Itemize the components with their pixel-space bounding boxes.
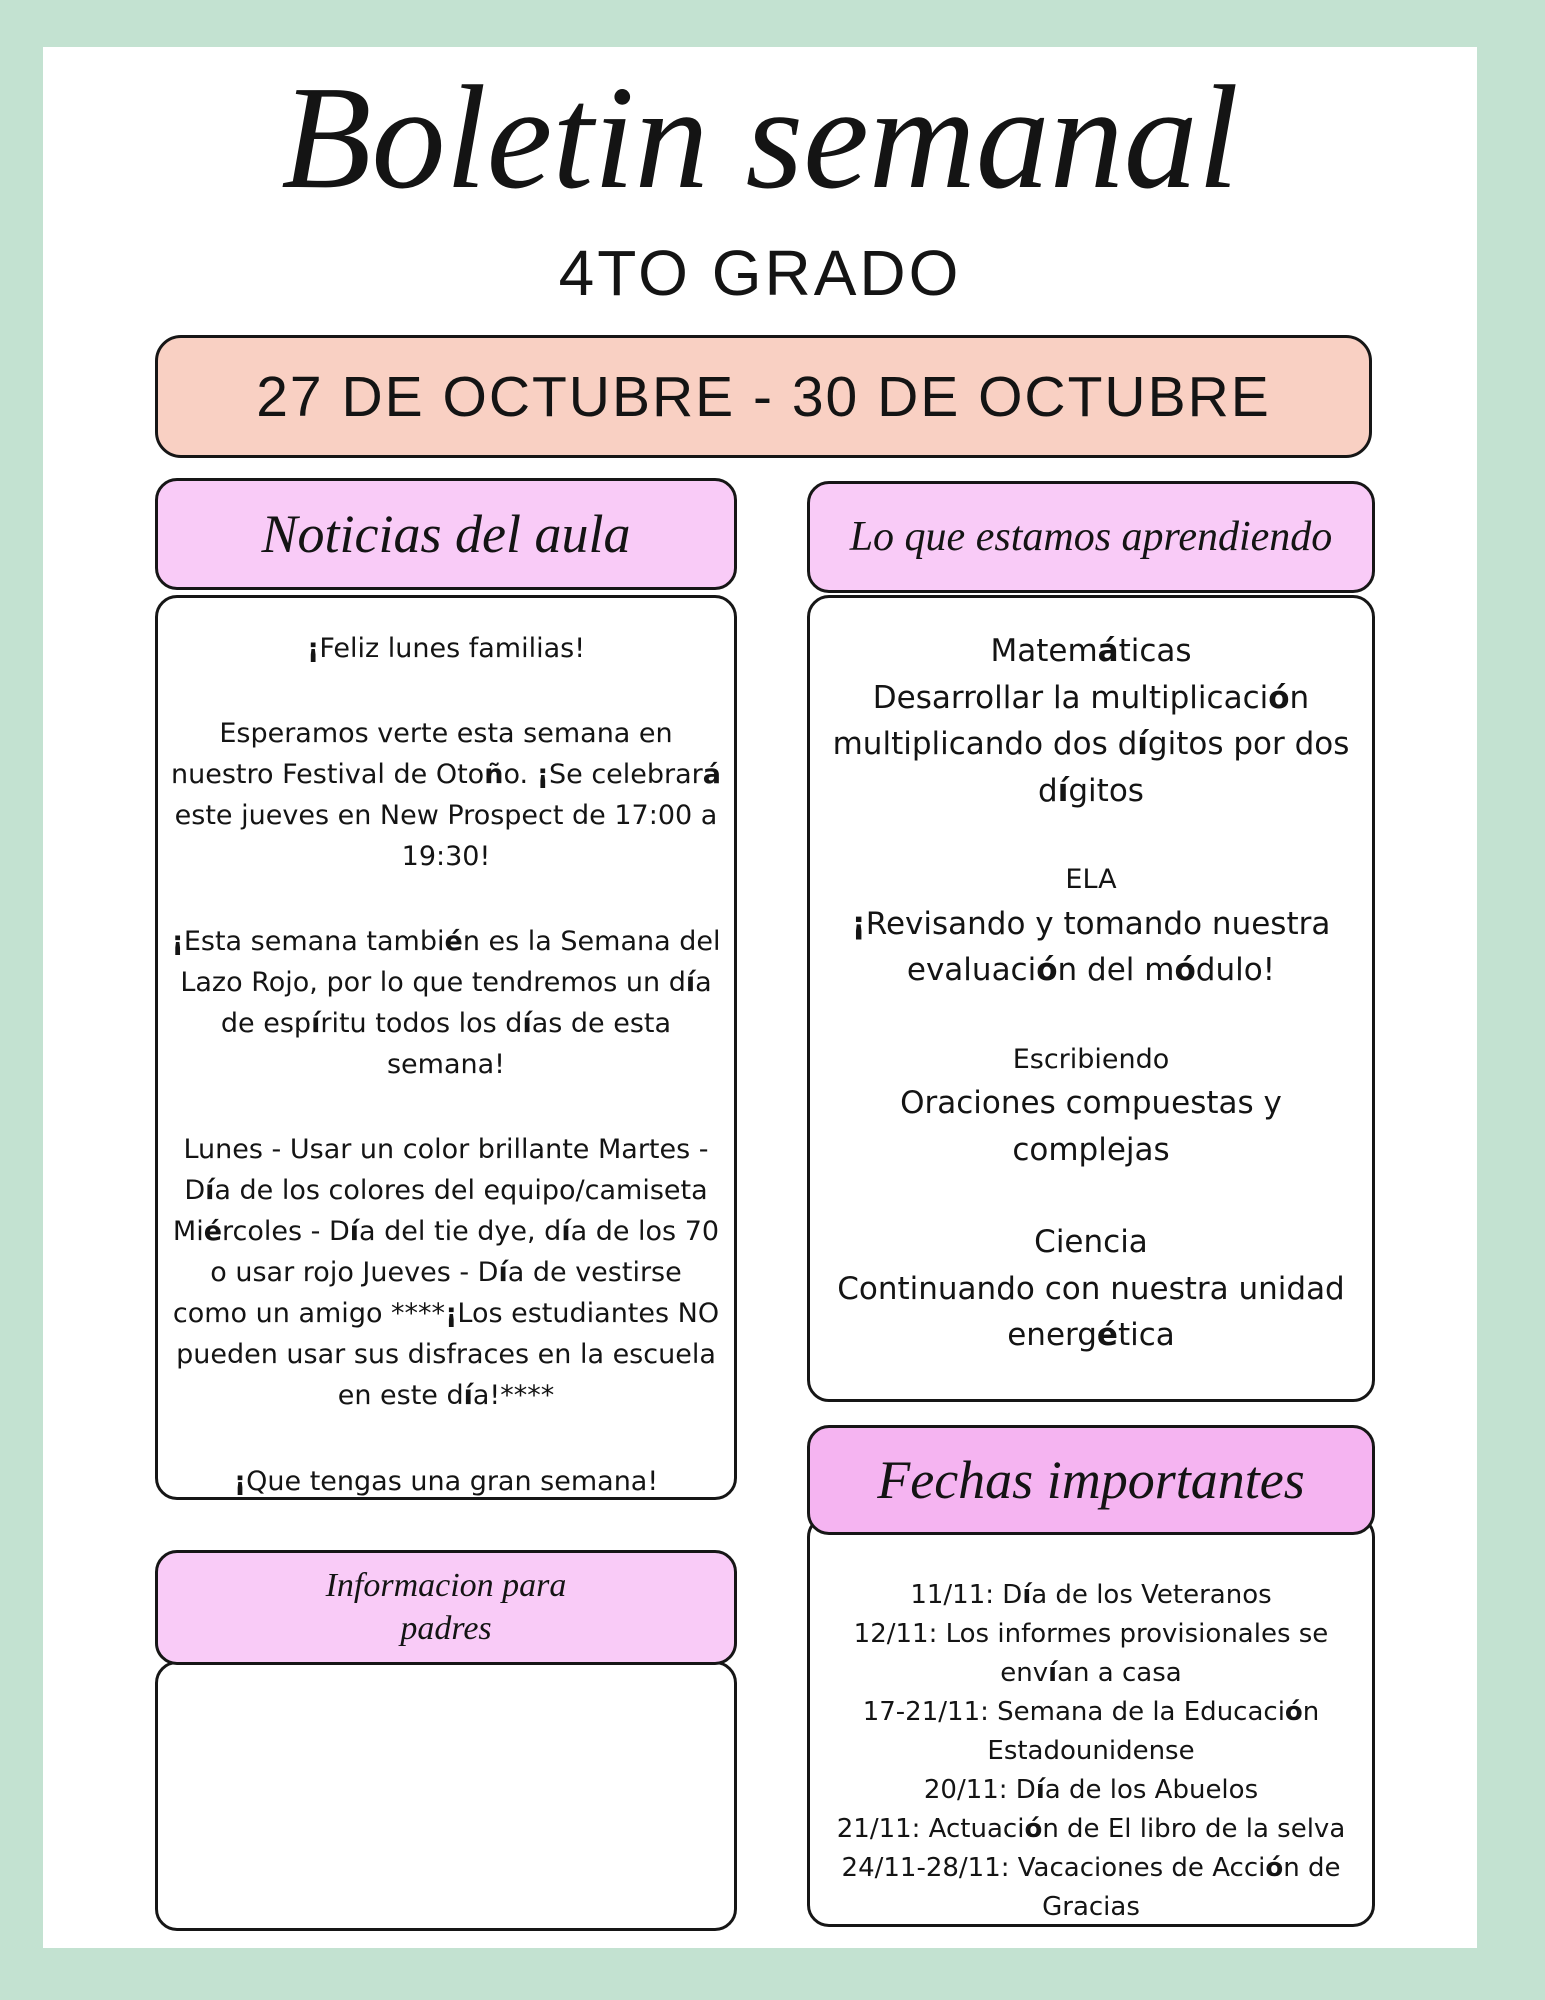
info-padres-body: [155, 1661, 737, 1931]
fecha-item: 11/11: Día de los Veteranos: [910, 1580, 1272, 1610]
noticias-header: [155, 478, 737, 590]
fecha-item: 17-21/11: Semana de la Educación Estadounidense: [862, 1697, 1320, 1766]
noticias-paragraph: Lunes - Usar un color brillante Martes - Día de los colores del equipo/camiseta Miércoles - Día del tie dye, día de los 70 o usar rojo Jueves - Día de vestirse como un amigo ****¡Los estudiantes NO pueden usar sus disfraces en la escuela en este día!****: [172, 1134, 720, 1412]
info-padres-header-label: Informacion para padres: [325, 1567, 567, 1647]
noticias-header-label: Noticias del aula: [261, 504, 631, 564]
fechas-body: [807, 1515, 1375, 1927]
subject-detail: Desarrollar la multiplicación multiplicando dos dígitos por dos dígitos: [832, 679, 1350, 809]
date-range-banner: [155, 335, 1372, 458]
grade-subtitle: 4TO GRADO: [558, 237, 962, 309]
noticias-paragraph: ¡Feliz lunes familias!: [306, 633, 586, 664]
aprendiendo-body: [807, 595, 1375, 1402]
fechas-header: [807, 1425, 1375, 1535]
subject-detail: ¡Revisando y tomando nuestra evaluación del módulo!: [851, 905, 1331, 988]
noticias-paragraph: ¡Esta semana también es la Semana del Lazo Rojo, por lo que tendremos un día de espíritu todos los días de esta semana!: [171, 926, 721, 1081]
aprendiendo-header: [807, 481, 1375, 593]
subject-section: [818, 628, 1364, 814]
fecha-item: 12/11: Los informes provisionales se envían a casa: [853, 1619, 1329, 1688]
subject-detail: Oraciones compuestas y complejas: [900, 1085, 1282, 1168]
noticias-paragraph: ¡Que tengas una gran semana!: [233, 1465, 659, 1497]
subject-detail: Continuando con nuestra unidad energética: [837, 1270, 1345, 1353]
fechas-header-label: Fechas importantes: [877, 1450, 1305, 1510]
fecha-item: 20/11: Día de los Abuelos: [923, 1775, 1259, 1805]
noticias-body: [155, 595, 737, 1500]
subject-section: [818, 1040, 1364, 1174]
date-range-text: 27 DE OCTUBRE - 30 DE OCTUBRE: [256, 364, 1271, 429]
subject-name: Ciencia: [1034, 1224, 1148, 1260]
subject-name: Matemáticas: [990, 633, 1192, 669]
noticias-paragraph: Esperamos verte esta semana en nuestro Festival de Otoño. ¡Se celebrará este jueves en New Prospect de 17:00 a 19:30!: [170, 718, 722, 873]
subject-name: ELA: [1065, 864, 1117, 895]
fecha-item: 24/11-28/11: Vacaciones de Acción de Gracias: [841, 1853, 1341, 1922]
page-sheet: [43, 47, 1477, 1948]
subject-section: [818, 1219, 1364, 1359]
newsletter-title: Boletin semanal: [281, 56, 1239, 220]
aprendiendo-header-label: Lo que estamos aprendiendo: [849, 514, 1333, 560]
info-padres-header: [155, 1550, 737, 1665]
fecha-item: 21/11: Actuación de El libro de la selva: [836, 1814, 1346, 1844]
subject-name: Escribiendo: [1012, 1043, 1170, 1075]
subject-section: [818, 860, 1364, 994]
